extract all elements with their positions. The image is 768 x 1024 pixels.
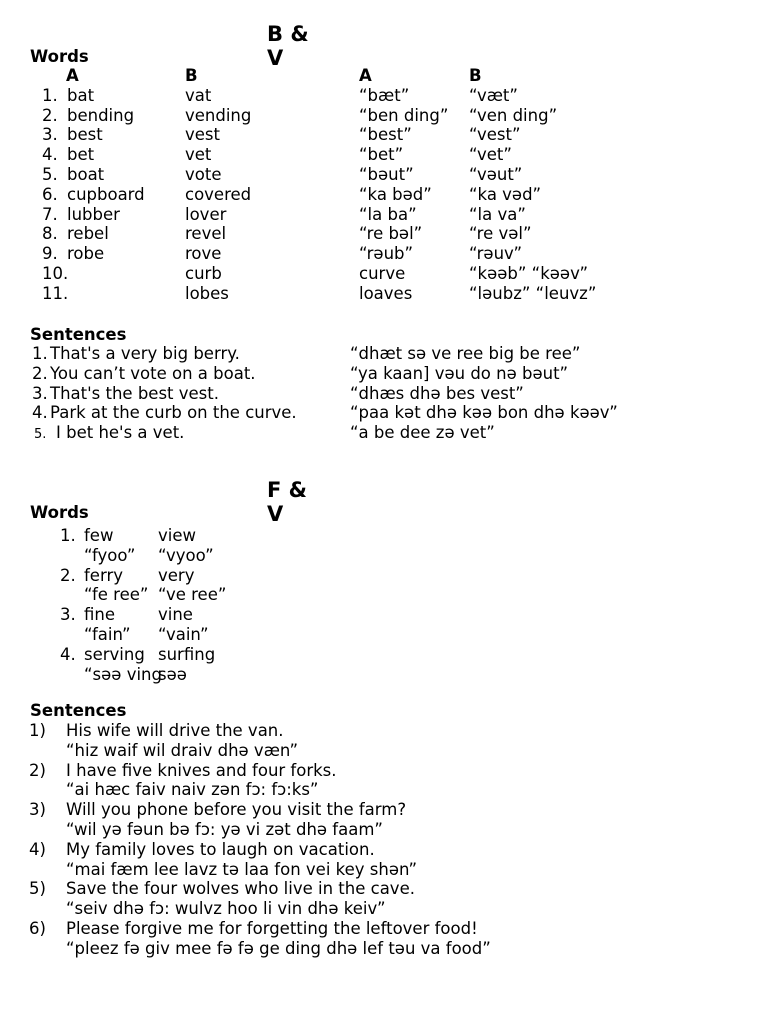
phonetic-a: “bəut” [359, 164, 414, 184]
phonetic-a: “ben ding” [359, 105, 449, 125]
word-a: cupboard [67, 184, 145, 204]
sentence-number: 3. [32, 383, 48, 403]
sentence-phonetic: “paa kət dhə kəə bon dhə kəəv” [350, 403, 618, 423]
word-b: surfing [158, 644, 216, 664]
phonetic-a: “səə ving [84, 664, 162, 684]
column-header: A [359, 66, 372, 85]
bv-title: B & V [267, 22, 309, 70]
word-a: ferry [84, 565, 124, 585]
word-a: bat [67, 85, 95, 105]
phonetic-b: “kəəb” “kəəv” [469, 263, 589, 283]
pair-number: 2. [60, 565, 76, 585]
word-a: lubber [67, 204, 120, 224]
row-number: 9. [42, 244, 58, 264]
phonetic-a: “re bəl” [359, 224, 423, 244]
phonetic-b: “re vəl” [469, 224, 532, 244]
bv-sentences-heading: Sentences [30, 325, 127, 344]
word-b: vote [185, 164, 222, 184]
sentence-number: 6) [29, 918, 46, 938]
sentence-phonetic: “mai fæm lee lavz tə laa fon vei key shən” [66, 859, 418, 879]
phonetic-a: “fe ree” [84, 585, 149, 605]
row-number: 6. [42, 184, 58, 204]
phonetic-a: curve [359, 263, 406, 283]
phonetic-b: “vest” [469, 125, 521, 145]
word-b: curb [185, 263, 222, 283]
row-number: 3. [42, 125, 58, 145]
word-b: vat [185, 85, 212, 105]
phonetic-b: “ve ree” [158, 585, 227, 605]
sentence-number: 4) [29, 839, 46, 859]
phonetic-b: “vain” [158, 624, 209, 644]
word-b: revel [185, 224, 227, 244]
phonetic-b: “rəuv” [469, 244, 523, 264]
word-b: vine [158, 605, 193, 625]
pair-number: 3. [60, 605, 76, 625]
word-b: lobes [185, 283, 229, 303]
word-b: view [158, 526, 196, 545]
phonetic-a: “best” [359, 125, 412, 145]
sentence-number: 4. [32, 403, 48, 423]
phonetic-b: “vəut” [469, 164, 523, 184]
phonetic-b: “ka vəd” [469, 184, 542, 204]
row-number: 8. [42, 224, 58, 244]
phonetic-b: “la va” [469, 204, 526, 224]
row-number: 10. [42, 263, 69, 283]
sentence-phonetic: “wil yə fəun bə fɔ: yə vi zət dhə faam” [66, 819, 383, 839]
row-number: 7. [42, 204, 58, 224]
phonetic-b: səə [158, 664, 187, 684]
word-a: best [67, 125, 103, 145]
word-b: rove [185, 244, 222, 264]
sentence-number: 5. [34, 427, 47, 443]
row-number: 11. [42, 283, 69, 303]
sentence-number: 5) [29, 879, 46, 899]
sentence-text: That's a very big berry. [50, 344, 240, 363]
row-number: 1. [42, 85, 58, 105]
word-b: covered [185, 184, 252, 204]
word-a: few [84, 526, 114, 545]
sentence-phonetic: “dhæt sə ve ree big be ree” [350, 344, 581, 363]
fv-title: F & V [267, 478, 307, 526]
phonetic-a: “ka bəd” [359, 184, 432, 204]
word-a: robe [67, 244, 105, 264]
sentence-phonetic: “dhæs dhə bes vest” [350, 383, 524, 403]
phonetic-b: “vet” [469, 145, 512, 165]
phonetic-a: “bæt” [359, 85, 410, 105]
word-a: fine [84, 605, 116, 625]
column-header: B [469, 66, 482, 85]
sentence-number: 3) [29, 800, 46, 820]
word-b: lover [185, 204, 227, 224]
pair-number: 4. [60, 644, 76, 664]
sentence-number: 2) [29, 760, 46, 780]
word-a: bet [67, 145, 95, 165]
column-header: A [66, 66, 79, 85]
phonetic-a: “la ba” [359, 204, 417, 224]
pair-number: 1. [60, 526, 76, 545]
row-number: 2. [42, 105, 58, 125]
fv-sentences-heading: Sentences [30, 701, 127, 720]
word-a: rebel [67, 224, 109, 244]
phonetic-a: “fain” [84, 624, 131, 644]
fv-words-heading: Words [30, 503, 89, 522]
sentence-text: Please forgive me for forgetting the leftover food! [66, 918, 478, 938]
phonetic-b: “ləubz” “leuvz” [469, 283, 597, 303]
sentence-text: My family loves to laugh on vacation. [66, 839, 375, 859]
sentence-phonetic: “ya kaan] vəu do nə bəut” [350, 363, 569, 383]
phonetic-a: “bet” [359, 145, 404, 165]
sentence-phonetic: “a be dee zə vet” [350, 423, 495, 443]
phonetic-a: “fyoo” [84, 545, 136, 565]
sentence-phonetic: “hiz waif wil draiv dhə væn” [66, 740, 299, 760]
sentence-number: 2. [32, 363, 48, 383]
word-b: vet [185, 145, 212, 165]
sentence-phonetic: “ai hæc faiv naiv zən fɔ: fɔ:ks” [66, 780, 319, 800]
sentence-text: That's the best vest. [50, 383, 219, 403]
phonetic-b: “vyoo” [158, 545, 214, 565]
word-b: very [158, 565, 195, 585]
column-header: B [185, 66, 198, 85]
word-a: bending [67, 105, 135, 125]
word-a: serving [84, 644, 145, 664]
phonetic-b: “ven ding” [469, 105, 558, 125]
sentence-phonetic: “seiv dhə fɔ: wulvz hoo li vin dhə keiv” [66, 899, 386, 919]
sentence-text: I have five knives and four forks. [66, 760, 337, 780]
sentence-number: 1) [29, 721, 46, 740]
sentence-phonetic: “pleez fə giv mee fə fə ge ding dhə lef təu va food” [66, 938, 491, 958]
row-number: 5. [42, 164, 58, 184]
word-a: boat [67, 164, 105, 184]
phonetic-a: loaves [359, 283, 413, 303]
phonetic-a: “rəub” [359, 244, 414, 264]
sentence-text: Park at the curb on the curve. [50, 403, 297, 423]
sentence-text: You can’t vote on a boat. [50, 363, 256, 383]
phonetic-b: “væt” [469, 85, 518, 105]
sentence-number: 1. [32, 344, 48, 363]
row-number: 4. [42, 145, 58, 165]
sentence-text: Save the four wolves who live in the cave. [66, 879, 415, 899]
bv-words-heading: Words [30, 47, 89, 66]
word-b: vending [185, 105, 252, 125]
word-b: vest [185, 125, 220, 145]
sentence-text: His wife will drive the van. [66, 721, 284, 740]
sentence-text: I bet he's a vet. [56, 423, 185, 443]
sentence-text: Will you phone before you visit the farm? [66, 800, 407, 820]
